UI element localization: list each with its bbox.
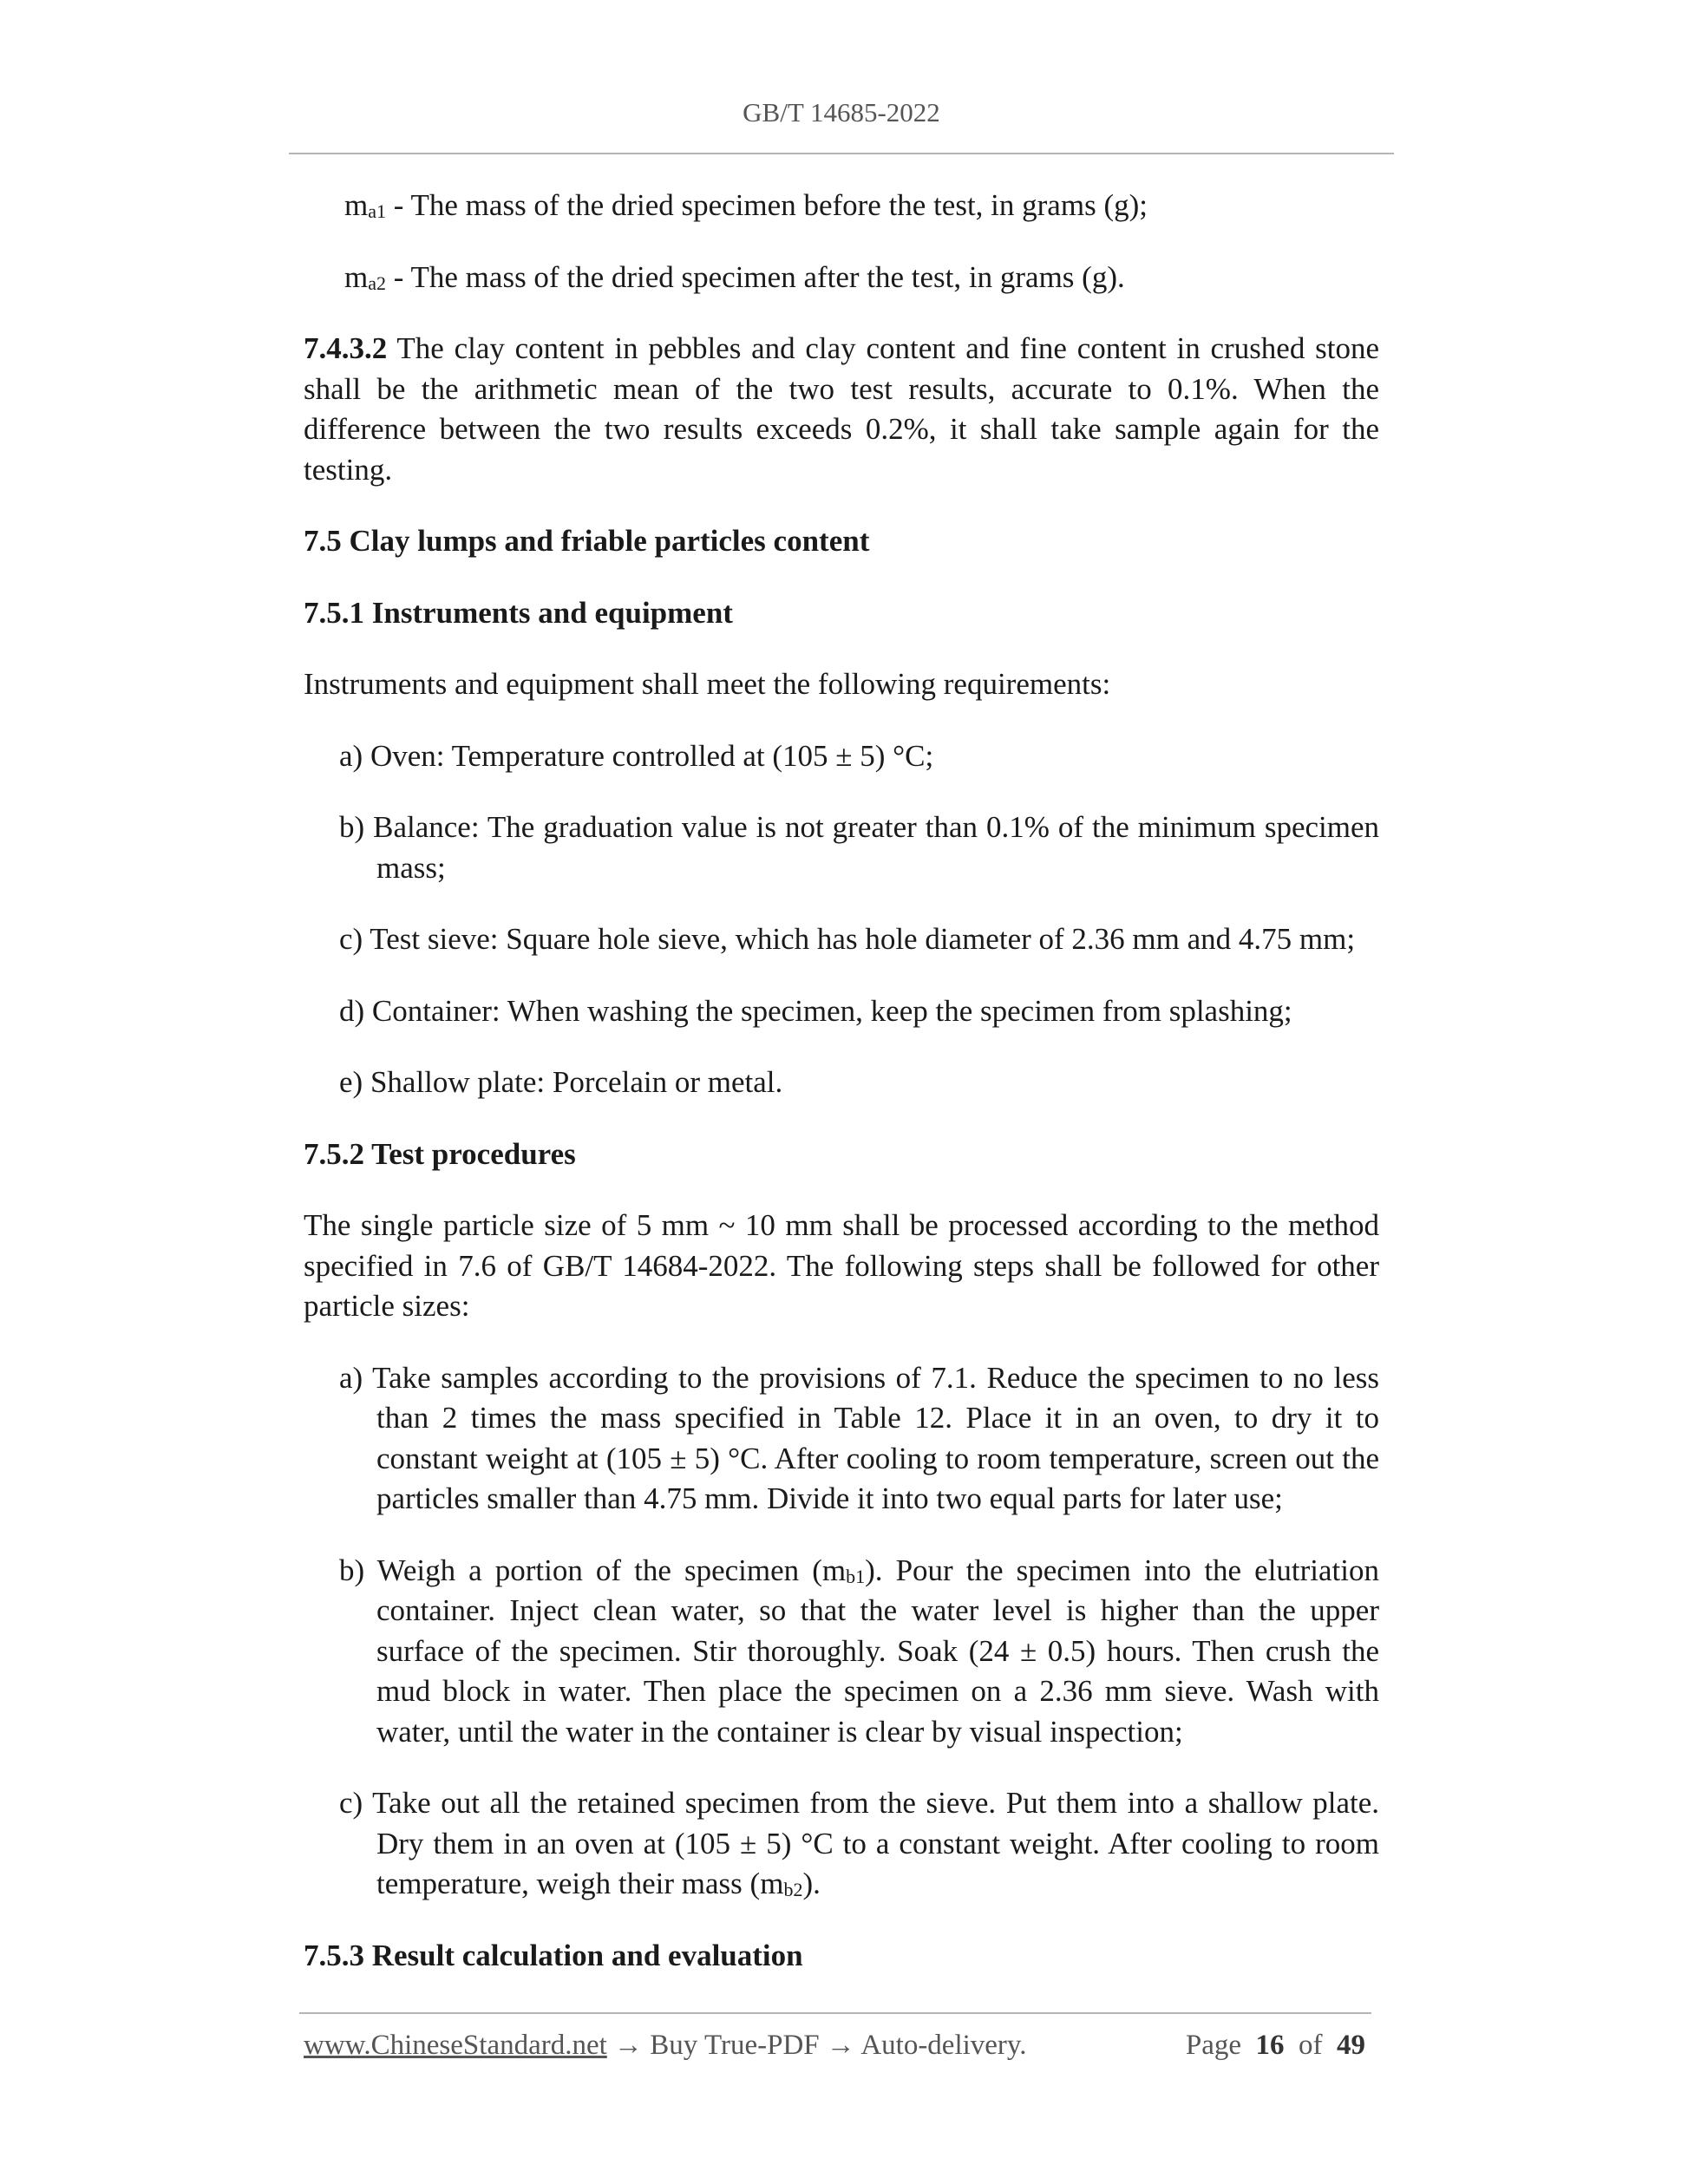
header-divider xyxy=(289,153,1394,154)
step-text: ). Pour the specimen into the elutriation container. Inject clean water, so that the water level is higher than the upper surface of the specimen. Stir thoroughly. Soak (24 ± 0.5) hours. Then crush the mud block in water. Then place the specimen on a 2.36 mm sieve. Wash with water, until the water in the container is clear by visual inspection; xyxy=(376,1553,1380,1749)
page-header-code: GB/T 14685-2022 xyxy=(743,97,940,128)
section-heading-7-5-2: 7.5.2 Test procedures xyxy=(304,1136,576,1171)
symbol-subscript: b1 xyxy=(846,1565,866,1587)
list-item: a) Oven: Temperature controlled at (105 ± 5) °C; xyxy=(339,738,934,773)
list-item: b) Balance: The graduation value is not greater than 0.1% of the minimum specimen mass; xyxy=(339,810,1379,885)
section-heading-7-5: 7.5 Clay lumps and friable particles content xyxy=(304,524,870,558)
arrow-icon: → xyxy=(826,2030,855,2061)
list-item: c) Test sieve: Square hole sieve, which has hole diameter of 2.36 mm and 4.75 mm; xyxy=(339,922,1356,956)
section-heading-7-5-1: 7.5.1 Instruments and equipment xyxy=(304,595,733,630)
arrow-icon: → xyxy=(614,2030,644,2061)
procedure-step-a: a) Take samples according to the provisions of 7.1. Reduce the specimen to no less than 2 times the mass specified in Table 12. Place it in an oven, to dry it to constant weight at (105 ± 5) °C. After cooling to room temperature, screen out the particles smaller than 4.75 mm. Divide it into two equal parts for later use; xyxy=(339,1360,1379,1515)
clause-text: The clay content in pebbles and clay content and fine content in crushed stone shall be the arithmetic mean of the two test results, accurate to 0.1%. When the difference between the two results exceeds 0.2%, it shall take sample again for the testing. xyxy=(304,331,1379,487)
clause-number: 7.4.3.2 xyxy=(304,331,388,365)
page-number xyxy=(1186,2030,1365,2062)
step-text: ). xyxy=(802,1867,821,1900)
symbol-subscript: b2 xyxy=(783,1879,803,1900)
list-item: d) Container: When washing the specimen, keep the specimen from splashing; xyxy=(339,993,1292,1028)
symbol: m xyxy=(344,188,369,222)
definition-text: - The mass of the dried specimen after the test, in grams (g). xyxy=(386,259,1125,294)
auto-delivery-text: Auto-delivery. xyxy=(860,2030,1027,2061)
step-text: c) Take out all the retained specimen from the sieve. Put them into a shallow plate. Dry them in an oven at (105 ± 5) °C to a constant weight. After cooling to room temperature, weigh their mass (m xyxy=(339,1786,1379,1900)
definition-ma2 xyxy=(344,258,1379,298)
section-heading-7-5-3: 7.5.3 Result calculation and evaluation xyxy=(304,1938,803,1972)
page-label: Page xyxy=(1185,2030,1241,2061)
procedures-intro: The single particle size of 5 mm ~ 10 mm shall be processed according to the method specified in 7.6 of GB/T 14684-2022. The following steps shall be followed for other particle sizes: xyxy=(304,1208,1379,1323)
of-label: of xyxy=(1299,2030,1323,2061)
procedure-step-b xyxy=(339,1551,1379,1753)
symbol: m xyxy=(344,259,369,294)
list-item: e) Shallow plate: Porcelain or metal. xyxy=(339,1065,783,1099)
clause-7-4-3-2 xyxy=(304,329,1379,490)
buy-pdf-text: Buy True-PDF xyxy=(650,2030,820,2061)
footer-divider xyxy=(299,2012,1371,2014)
footer-promo xyxy=(304,2030,1027,2062)
website-link[interactable]: www.ChineseStandard.net xyxy=(304,2030,607,2061)
symbol-subscript: a1 xyxy=(368,200,386,222)
document-body xyxy=(304,186,1379,2007)
definition-ma1 xyxy=(344,186,1379,226)
current-page: 16 xyxy=(1255,2030,1285,2061)
total-pages: 49 xyxy=(1337,2030,1365,2061)
step-text: b) Weigh a portion of the specimen (m xyxy=(339,1553,847,1587)
instruments-intro: Instruments and equipment shall meet the following requirements: xyxy=(304,667,1111,701)
symbol-subscript: a2 xyxy=(368,271,386,294)
definition-text: - The mass of the dried specimen before the test, in grams (g); xyxy=(386,188,1148,222)
procedure-step-c xyxy=(339,1783,1379,1905)
